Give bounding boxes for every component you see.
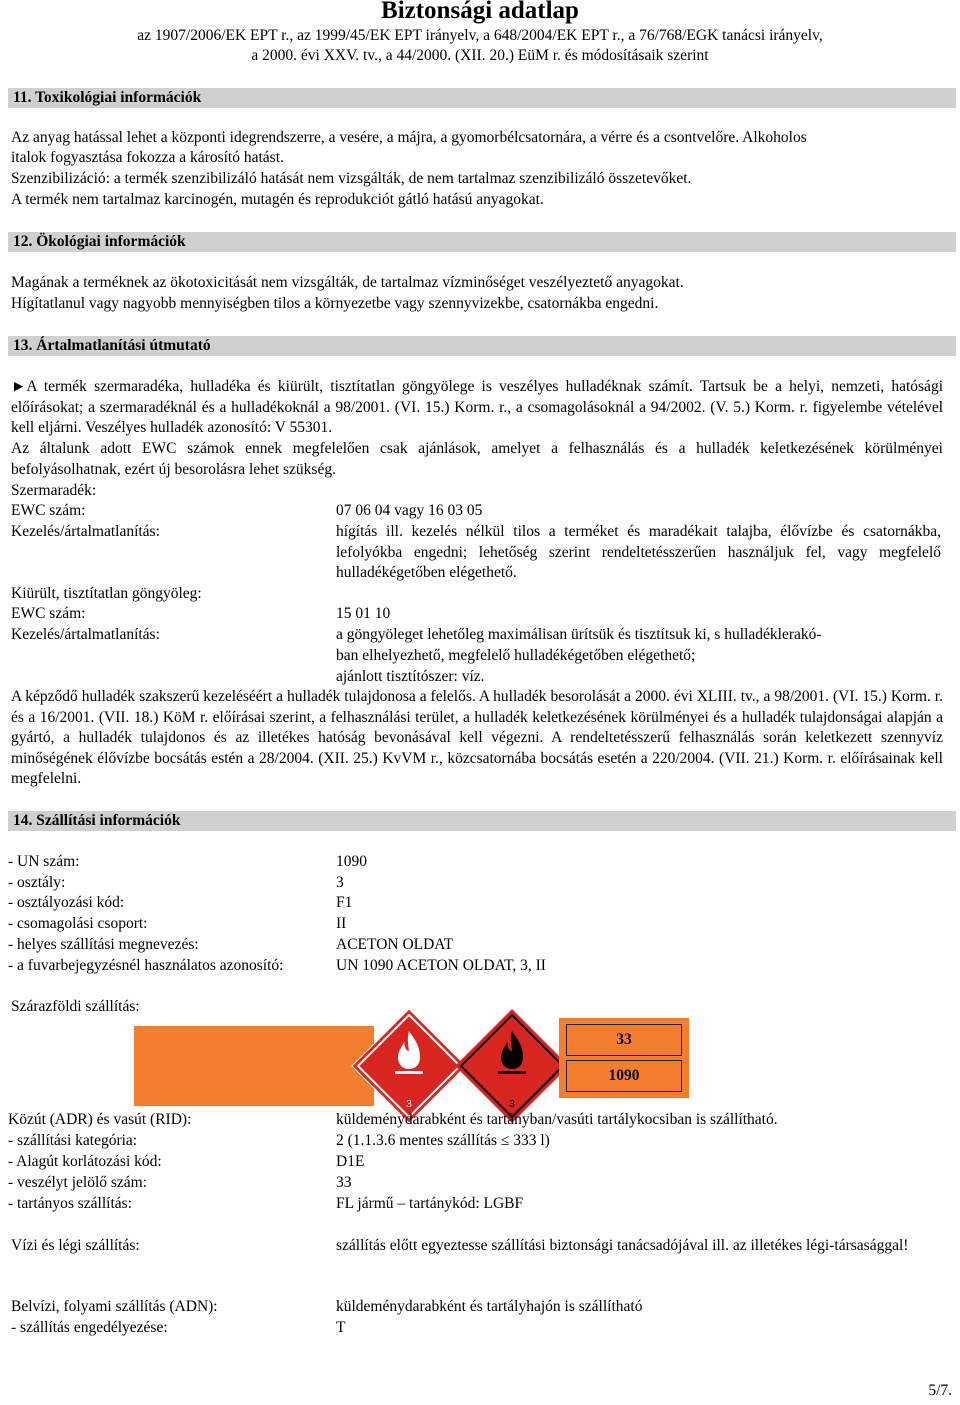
s13-ewc-row-2: [11, 604, 946, 625]
s13-empty-packaging-label: Kiürült, tisztítatlan göngyöleg:: [11, 585, 202, 602]
transport-row: [8, 873, 943, 894]
flammable-liquid-label-white: [350, 1007, 468, 1125]
section-11-heading: 11. Toxikológiai információk: [8, 88, 956, 108]
water-air-value: szállítás előtt egyeztesse szállítási biztonsági tanácsadójával ill. az illetékes légi-társasággal!: [336, 1237, 909, 1254]
treatment-value-2-line-1: a göngyöleget lehetőleg maximálisan ürítsük és tisztítsuk ki, s hulladéklerakó-: [336, 626, 822, 643]
water-air-label: Vízi és légi szállítás:: [11, 1237, 140, 1254]
transport-row: [8, 893, 943, 914]
transport-row-value: 1090: [336, 853, 367, 870]
adr-row-value: FL jármű – tartánykód: LGBF: [336, 1195, 524, 1212]
s11-line-2: italok fogyasztása fokozza a károsító hatást.: [11, 149, 284, 166]
ewc-value-2: 15 01 10: [336, 605, 391, 622]
adr-row-value: D1E: [336, 1153, 365, 1170]
transport-row-label: - osztály:: [8, 874, 66, 891]
transport-row: [8, 852, 943, 873]
s13-residue-label: Szermaradék:: [11, 482, 97, 499]
section-12-heading: 12. Ökológiai információk: [8, 232, 956, 252]
page-number: 5/7.: [928, 1381, 952, 1399]
adr-row-label: - Alagút korlátozási kód:: [8, 1153, 162, 1170]
permit-row: [11, 1318, 946, 1339]
header-regulation-line-2: a 2000. évi XXV. tv., a 44/2000. (XII. 20.) EüM r. és módosításaik szerint: [251, 47, 709, 64]
hazard-class-number: 3: [509, 1099, 515, 1110]
water-air-row: [11, 1236, 946, 1278]
treatment-value-2-line-3: ajánlott tisztítószer: víz.: [336, 668, 485, 685]
treatment-value: hígítás ill. kezelés nélkül tilos a terméket és maradékait talajba, élővízbe és csatornákba, lefolyókba engedni; lehetőség szerint rendeltetésszerűen használjuk fel, vagy megfelelő hulladékégetőben elégethető.: [336, 523, 941, 581]
hazard-identification-number: 33: [566, 1024, 682, 1056]
section-13-heading: 13. Ártalmatlanítási útmutató: [8, 336, 956, 356]
s12-line-2: Hígítatlanul vagy nagyobb mennyiségben tilos a környezetbe vagy szennyvizekbe, csatornákba engedni.: [11, 295, 659, 312]
orange-warning-plate-blank: [134, 1026, 374, 1106]
permit-label: - szállítás engedélyezése:: [11, 1319, 168, 1336]
adr-row-label: - szállítási kategória:: [8, 1132, 138, 1149]
adn-row: [11, 1297, 946, 1318]
transport-row-label: - osztályozási kód:: [8, 894, 125, 911]
adr-row: [8, 1152, 943, 1173]
ewc-label: EWC szám:: [11, 502, 86, 519]
s13-paragraph-3: A képződő hulladék szakszerű kezeléséért a hulladék tulajdonosa a felelős. A hulladék besorolását a 2000. évi XLIII. tv., a 98/2001. (VI. 15.) Korm. r. és a 16/2001. (VII. 18.) KöM r. előírásai szerint, a felhasználási terület, a hulladék keletkezésének körülményei és a hulladék tulajdonságai alapján a gyártó, a hulladék tulajdonos és az illetékes hatóság bevonásával kell végezni. A rendeltetésszerű felhasználás során keletkezett szennyvíz minőségének élővízbe bocsátás estén a 28/2004. (XII. 25.) KvVM r., közcsatornába bocsátás esetén a 220/2004. (VII. 21.) Korm. r. előírásainak kell megfelelni.: [11, 688, 943, 787]
s13-paragraph-2: Az általunk adott EWC számok ennek megfelelően csak ajánlások, amelyet a felhasználás és a hulladék keletkezésének körülményei befolyásolhatnak, ezért új besorolásra lehet szükség.: [11, 440, 943, 478]
orange-warning-plate-numbered: [559, 1018, 689, 1098]
transport-row: [8, 914, 943, 935]
transport-row-value: ACETON OLDAT: [336, 936, 454, 953]
adr-row: [8, 1194, 943, 1215]
flammable-liquid-label-black: [453, 1007, 571, 1125]
hazard-class-number: 3: [406, 1099, 412, 1110]
document-title: Biztonsági adatlap: [381, 0, 579, 24]
transport-row-label: - helyes szállítási megnevezés:: [8, 936, 199, 953]
s13-paragraph-1: ►A termék szermaradéka, hulladéka és kiürült, tisztítatlan göngyölege is veszélyes hulladéknak számít. Tartsuk be a helyi, nemzeti, hatósági előírásokat; a szermaradéknál és a hulladékoknál a 98/2001. (VI. 15.) Korm. r., a csomagolásoknál a 94/2002. (V. 5.) Korm. r. figyelembe vételével kell eljárni. Veszélyes hulladék azonosító: V 55301.: [11, 378, 943, 436]
adr-row: [8, 1110, 943, 1131]
transport-row-value: 3: [336, 874, 344, 891]
s13-treatment-row-2: [11, 625, 946, 687]
transport-row-label: - UN szám:: [8, 853, 80, 870]
adr-row-value: 2 (1.1.3.6 mentes szállítás ≤ 333 l): [336, 1132, 550, 1149]
treatment-label: Kezelés/ártalmatlanítás:: [11, 523, 160, 540]
land-transport-label: Szárazföldi szállítás:: [11, 998, 140, 1015]
transport-row-value: II: [336, 915, 347, 932]
adr-row: [8, 1131, 943, 1152]
adr-row-value: küldeménydarabként és tartányban/vasúti tartálykocsiban is szállítható.: [336, 1111, 778, 1128]
un-number: 1090: [566, 1060, 682, 1092]
transport-row-value: F1: [336, 894, 353, 911]
section-14-heading: 14. Szállítási információk: [8, 811, 956, 831]
permit-value: T: [336, 1319, 346, 1336]
s13-ewc-row-1: [11, 501, 946, 522]
transport-row-label: - a fuvarbejegyzésnél használatos azonosító:: [8, 957, 284, 974]
ewc-value: 07 06 04 vagy 16 03 05: [336, 502, 483, 519]
transport-row-label: - csomagolási csoport:: [8, 915, 148, 932]
adr-row-label: Közút (ADR) és vasút (RID):: [8, 1111, 192, 1128]
transport-row-value: UN 1090 ACETON OLDAT, 3, II: [336, 957, 546, 974]
adn-value: küldeménydarabként és tartályhajón is szállítható: [336, 1298, 643, 1315]
adr-row-label: - tartányos szállítás:: [8, 1195, 132, 1212]
treatment-label-2: Kezelés/ártalmatlanítás:: [11, 626, 160, 643]
ewc-label-2: EWC szám:: [11, 605, 86, 622]
adr-row-value: 33: [336, 1174, 352, 1191]
transport-row: [8, 935, 943, 956]
adr-row-label: - veszélyt jelölő szám:: [8, 1174, 148, 1191]
s11-line-4: A termék nem tartalmaz karcinogén, mutagén és reprodukciót gátló hatású anyagokat.: [11, 191, 544, 208]
s11-line-3: Szenzibilizáció: a termék szenzibilizáló hatását nem vizsgálták, de nem tartalmaz szenzibilizáló összetevőket.: [11, 170, 692, 187]
s13-treatment-row-1: [11, 522, 946, 584]
s12-line-1: Magának a terméknek az ökotoxicitását nem vizsgálták, de tartalmaz vízminőséget veszélyeztető anyagokat.: [11, 274, 684, 291]
header-regulation-line-1: az 1907/2006/EK EPT r., az 1999/45/EK EPT irányelv, a 648/2004/EK EPT r., a 76/768/EGK tanácsi irányelv,: [137, 27, 823, 44]
transport-row: [8, 956, 943, 977]
s11-line-1: Az anyag hatással lehet a központi idegrendszerre, a vesére, a májra, a gyomorbélcsatornára, a vérre és a csontvelőre. Alkoholos: [11, 129, 807, 146]
treatment-value-2-line-2: ban elhelyezhető, megfelelő hulladékégetőben elégethető;: [336, 647, 696, 664]
adr-row: [8, 1173, 943, 1194]
adn-label: Belvízi, folyami szállítás (ADN):: [11, 1298, 218, 1315]
